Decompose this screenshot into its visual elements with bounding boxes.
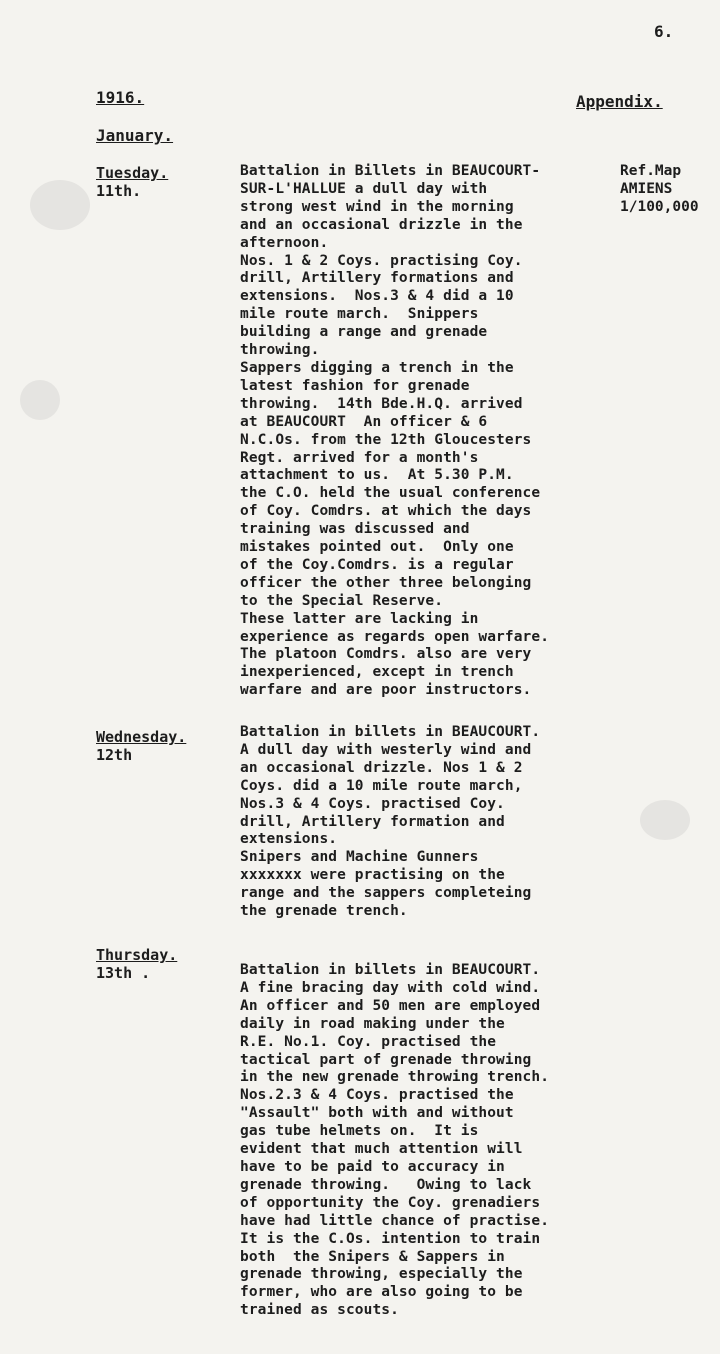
entry-line: Sappers digging a trench in the [240,359,514,376]
entry-line: drill, Artillery formations and [240,270,514,287]
diary-entry [240,962,549,1320]
entry-line: strong west wind in the morning [240,198,514,215]
entry-line: R.E. No.1. Coy. practised the [240,1033,497,1050]
diary-entry [240,163,549,700]
entry-line: A dull day with westerly wind and [240,741,532,758]
entry-line: inexperienced, except in trench [240,664,514,681]
entry-line: range and the sappers completeing [240,885,532,902]
entry-line: of Coy. Comdrs. at which the days [240,503,532,520]
entry-line: Nos. 1 & 2 Coys. practising Coy. [240,252,523,269]
entry-day: Thursday. [96,946,178,964]
entry-line: building a range and grenade [240,324,488,341]
map-reference-line: 1/100,000 [620,199,699,215]
entry-line: A fine bracing day with cold wind. [240,979,541,996]
entry-line: mistakes pointed out. Only one [240,539,514,556]
entry-line: and an occasional drizzle in the [240,216,523,233]
entry-line: grenade throwing, especially the [240,1266,523,1283]
entry-line: training was discussed and [240,521,470,538]
entry-line: trained as scouts. [240,1302,399,1319]
entry-line: to the Special Reserve. [240,592,444,609]
entry-line: the C.O. held the usual conference [240,485,541,502]
entry-line: warfare and are poor instructors. [240,682,532,699]
year-heading: 1916. [96,88,145,107]
entry-line: Battalion in Billets in BEAUCOURT- [240,163,541,179]
entry-line: officer the other three belonging [240,574,532,591]
entry-line: throwing. [240,342,320,359]
entry-line: an occasional drizzle. Nos 1 & 2 [240,759,523,776]
entry-line: gas tube helmets on. It is [240,1123,479,1140]
entry-line: Snipers and Machine Gunners [240,849,479,866]
entry-line: evident that much attention will [240,1141,523,1158]
month-heading: January. [96,126,174,145]
entry-line: attachment to us. At 5.30 P.M. [240,467,514,484]
entry-line: daily in road making under the [240,1015,505,1032]
map-reference-line: AMIENS [620,181,673,197]
entry-day: Tuesday. [96,164,169,182]
entry-line: have had little chance of practise. [240,1212,550,1229]
entry-line: in the new grenade throwing trench. [240,1069,550,1086]
entry-line: N.C.Os. from the 12th Gloucesters [240,431,532,448]
map-reference-line: Ref.Map [620,163,682,179]
entry-date [96,164,168,200]
page-number: 6. [654,22,674,41]
entry-line: grenade throwing. Owing to lack [240,1176,532,1193]
entry-line: Battalion in billets in BEAUCOURT. [240,724,541,740]
entry-line: Regt. arrived for a month's [240,449,479,466]
entry-day: Wednesday. [96,728,187,746]
entry-line: tactical part of grenade throwing [240,1051,532,1068]
entry-line: of the Coy.Comdrs. is a regular [240,556,514,573]
entry-line: These latter are lacking in [240,610,479,627]
entry-line: SUR-L'HALLUE a dull day with [240,180,488,197]
entry-line: Nos.2.3 & 4 Coys. practised the [240,1087,514,1104]
entry-line: at BEAUCOURT An officer & 6 [240,413,488,430]
entry-date [96,946,177,982]
entry-line: An officer and 50 men are employed [240,997,541,1014]
entry-line: xxxxxxx were practising on the [240,867,505,884]
paper-stain [20,380,60,420]
entry-line: Battalion in billets in BEAUCOURT. [240,962,541,978]
entry-line: have to be paid to accuracy in [240,1158,505,1175]
entry-day-number: 13th . [96,964,151,982]
entry-line: experience as regards open warfare. [240,628,550,645]
entry-line: extensions. Nos.3 & 4 did a 10 [240,288,514,305]
entry-line: The platoon Comdrs. also are very [240,646,532,663]
entry-line: both the Snipers & Sappers in [240,1248,505,1265]
entry-line: extensions. [240,831,338,848]
entry-line: Nos.3 & 4 Coys. practised Coy. [240,795,505,812]
entry-line: afternoon. [240,234,329,251]
entry-line: throwing. 14th Bde.H.Q. arrived [240,395,523,412]
entry-day-number: 11th. [96,182,142,200]
paper-stain [30,180,90,230]
map-reference [620,162,699,216]
entry-line: mile route march. Snippers [240,306,479,323]
entry-day-number: 12th [96,746,133,764]
entry-line: former, who are also going to be [240,1284,523,1301]
appendix-heading: Appendix. [576,92,663,111]
entry-line: latest fashion for grenade [240,377,470,394]
entry-line: "Assault" both with and without [240,1105,514,1122]
entry-line: drill, Artillery formation and [240,813,505,830]
diary-entry [240,724,540,921]
entry-date [96,728,186,764]
entry-line: of opportunity the Coy. grenadiers [240,1194,541,1211]
entry-line: It is the C.Os. intention to train [240,1230,541,1247]
entry-line: Coys. did a 10 mile route march, [240,777,523,794]
entry-line: the grenade trench. [240,903,408,920]
paper-stain [640,800,690,840]
